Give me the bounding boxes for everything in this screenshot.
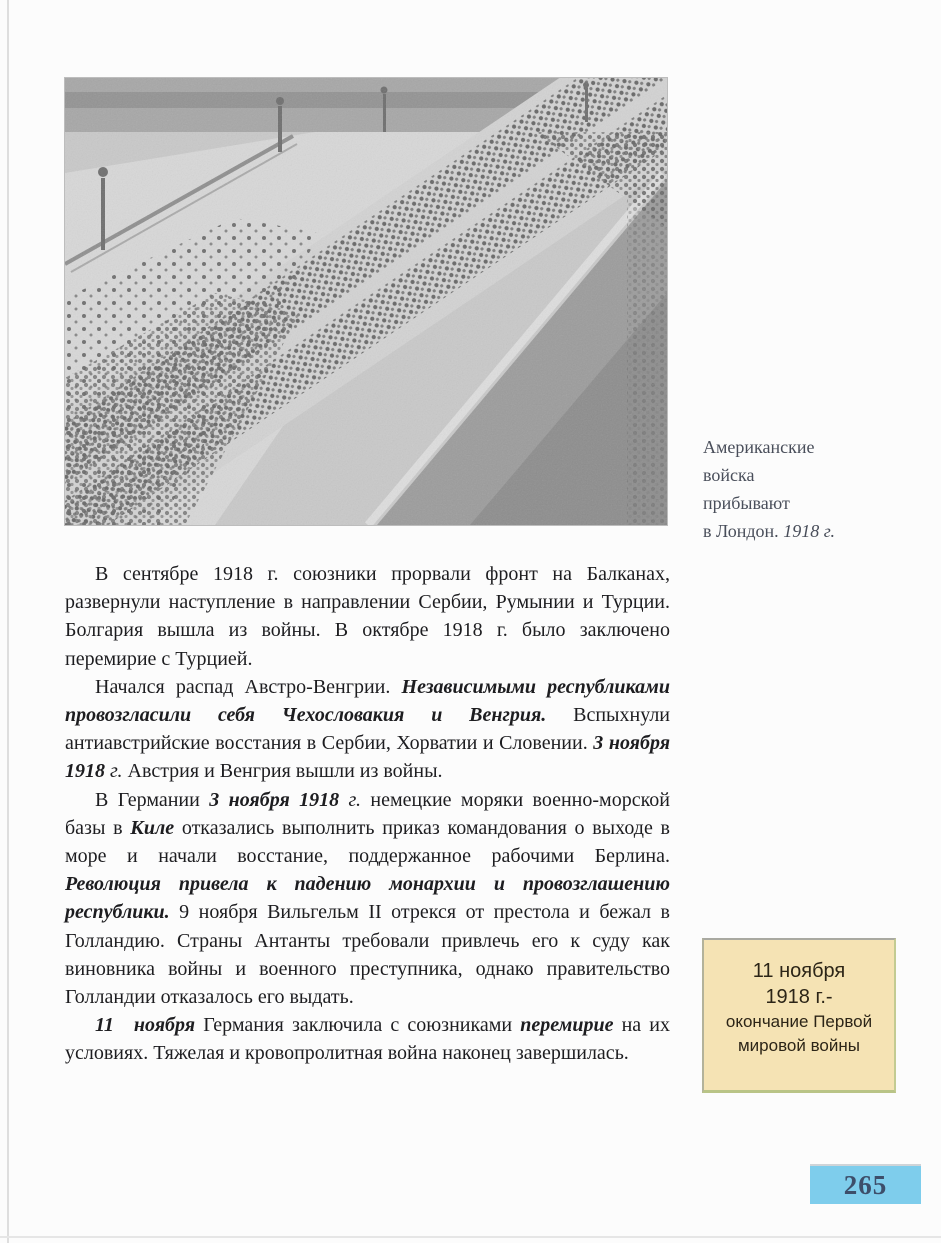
page-edge-bottom bbox=[0, 1236, 941, 1238]
caption-line: в Лондон. 1918 г. bbox=[703, 521, 835, 541]
note-line: 1918 г.- bbox=[765, 986, 833, 1008]
note-line: мировой войны bbox=[737, 1036, 860, 1055]
photo-caption bbox=[703, 433, 931, 545]
page-number-badge: 265 bbox=[810, 1164, 921, 1204]
article-text bbox=[65, 560, 670, 1068]
caption-line: прибывают bbox=[703, 493, 790, 513]
caption-date: 1918 г. bbox=[783, 521, 835, 541]
paragraph: В сентябре 1918 г. союзники прорвали фронт на Балканах, развернули наступление в направлении Сербии, Румынии и Турции. Болгария вышла из войны. В октябре 1918 г. было заключено перемирие с Турцией. bbox=[65, 563, 670, 670]
caption-line: Американские bbox=[703, 437, 815, 457]
caption-line: войска bbox=[703, 465, 755, 485]
note-line: 11 ноября bbox=[752, 960, 846, 982]
paragraph: 11 ноября Германия заключила с союзниками перемирие на их условиях. Тяжелая и кровопролитная война наконец завершилась. bbox=[65, 1014, 670, 1065]
paragraph: Начался распад Австро-Венгрии. Независимыми республиками провозгласили себя Чехословакия и Венгрия. Вспыхнули антиавстрийские восстания в Сербии, Хорватии и Словении. 3 ноября 1918 г. Австрия и Венгрия вышли из войны. bbox=[65, 675, 670, 783]
paragraph: В Германии 3 ноября 1918 г. немецкие моряки военно-морской базы в Киле отказались выполнить приказ командования о выходе в море и начали восстание, поддержанное рабочими Берлина. Революция привела к падению монархии и провозглашению республики. 9 ноября Вильгельм II отрекся от престола и бежал в Голландию. Страны Антанты требовали привлечь его к суду как виновника войны и военного преступника, однако правительство Голландии отказалось его выдать. bbox=[65, 788, 670, 1009]
date-note-box bbox=[702, 938, 896, 1093]
note-line: окончание Первой bbox=[725, 1012, 873, 1031]
photo-illustration bbox=[65, 78, 667, 525]
page-edge-left bbox=[7, 0, 9, 1243]
troops-bridge-photo bbox=[65, 78, 667, 525]
